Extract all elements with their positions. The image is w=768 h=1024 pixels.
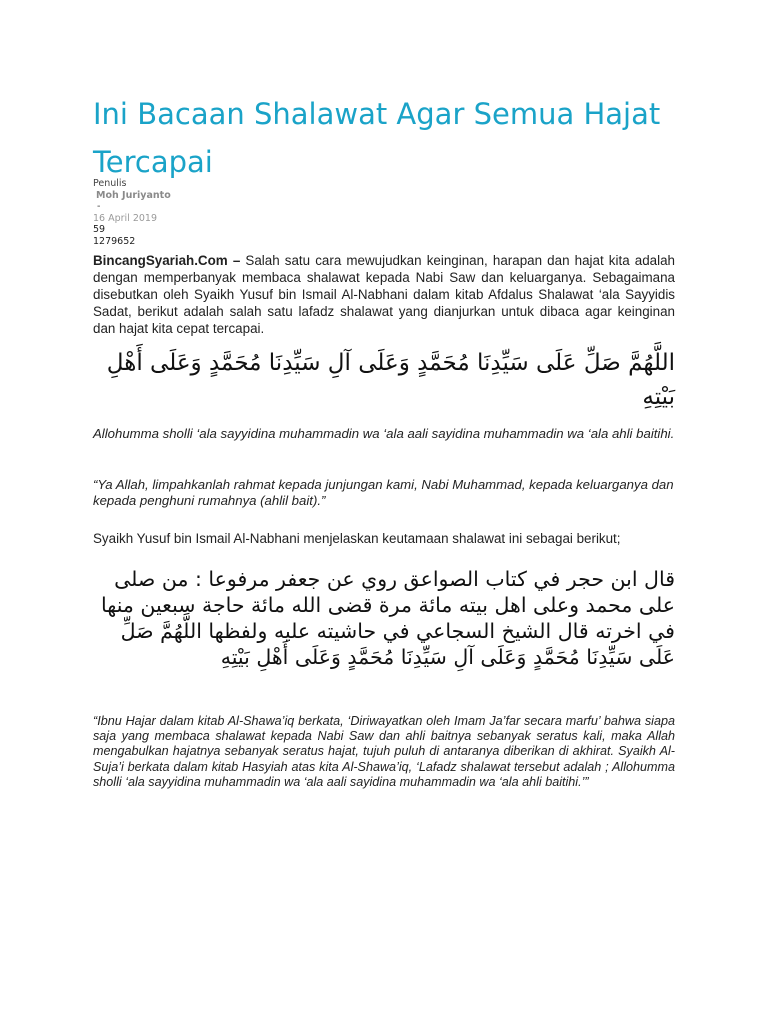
latin-transliteration: Allohumma sholli ‘ala sayyidina muhammadin wa ‘ala aali sayidina muhammadin wa ‘ala ahli baitihi. bbox=[93, 426, 675, 441]
publish-date: 16 April 2019 bbox=[93, 212, 158, 224]
intro-brand: BincangSyariah.Com – bbox=[93, 253, 241, 268]
article-meta bbox=[93, 178, 393, 247]
arabic-shalawat: اللَّهُمَّ صَلِّ عَلَى سَيِّدِنَا مُحَمَّدٍ وَعَلَى آلِ سَيِّدِنَا مُحَمَّدٍ وَعَلَى أَهْلِ بَيْتِهِ bbox=[106, 350, 675, 410]
intro-paragraph bbox=[93, 252, 675, 337]
count-a: 59 bbox=[93, 224, 106, 235]
author-name[interactable]: Moh Juriyanto bbox=[96, 189, 171, 201]
count-b: 1279652 bbox=[93, 235, 136, 247]
explanation-paragraph: Syaikh Yusuf bin Ismail Al-Nabhani menjelaskan keutamaan shalawat ini sebagai berikut; bbox=[93, 531, 621, 546]
quote-translation: “Ibnu Hajar dalam kitab Al-Shawa’iq berkata, ‘Diriwayatkan oleh Imam Ja’far secara marfu’ bahwa siapa saja yang membaca shalawat kepada Nabi Saw dan ahli baitnya sebanyak seratus kali, maka Allah mengabulkan hajatnya sebanyak seratus hajat, tujuh puluh di antaranya diberikan di akhirat. Syaikh Al-Suja’i berkata dalam kitab Hasyiah atas kita Al-Shawa’iq, ‘Lafadz shalawat tersebut adalah ; Allohumma sholli ‘ala sayyidina muhammadin wa ‘ala aali sayidina muhammadin wa ‘ala ahli baitihi.’” bbox=[93, 714, 675, 789]
author-label: Penulis bbox=[93, 178, 127, 189]
arabic-quote: قال ابن حجر في كتاب الصواعق روي عن جعفر مرفوعا : من صلى على محمد وعلى اهل بيته مائة مرة قضى الله مائة حاجة سبعين منها في اخرته قال الشيخ السجاعي في حاشيته عليه ولفظها اللَّهُمَّ صَلِّ عَلَى سَيِّدِنَا مُحَمَّدٍ وَعَلَى آلِ سَيِّدِنَا مُحَمَّدٍ وَعَلَى أَهْلِ بَيْتِهِ bbox=[101, 567, 675, 669]
intro-text: Salah satu cara mewujudkan keinginan, harapan dan hajat kita adalah dengan memperbanyak membaca shalawat kepada Nabi Saw dan keluarganya. Sebagaimana disebutkan oleh Syaikh Yusuf bin Ismail Al-Nabhani dalam kitab Afdalus Shalawat ‘ala Sayyidis Sadat, berikut adalah salah satu lafadz shalawat yang dianjurkan untuk dibaca agar keinginan dan hajat kita cepat tercapai. bbox=[93, 253, 675, 336]
meta-separator: - bbox=[97, 201, 101, 212]
shalawat-meaning: “Ya Allah, limpahkanlah rahmat kepada junjungan kami, Nabi Muhammad, kepada keluarganya dan kepada penghuni rumahnya (ahlil bait).” bbox=[93, 477, 674, 508]
article-title: Ini Bacaan Shalawat Agar Semua Hajat Tercapai bbox=[93, 97, 661, 179]
